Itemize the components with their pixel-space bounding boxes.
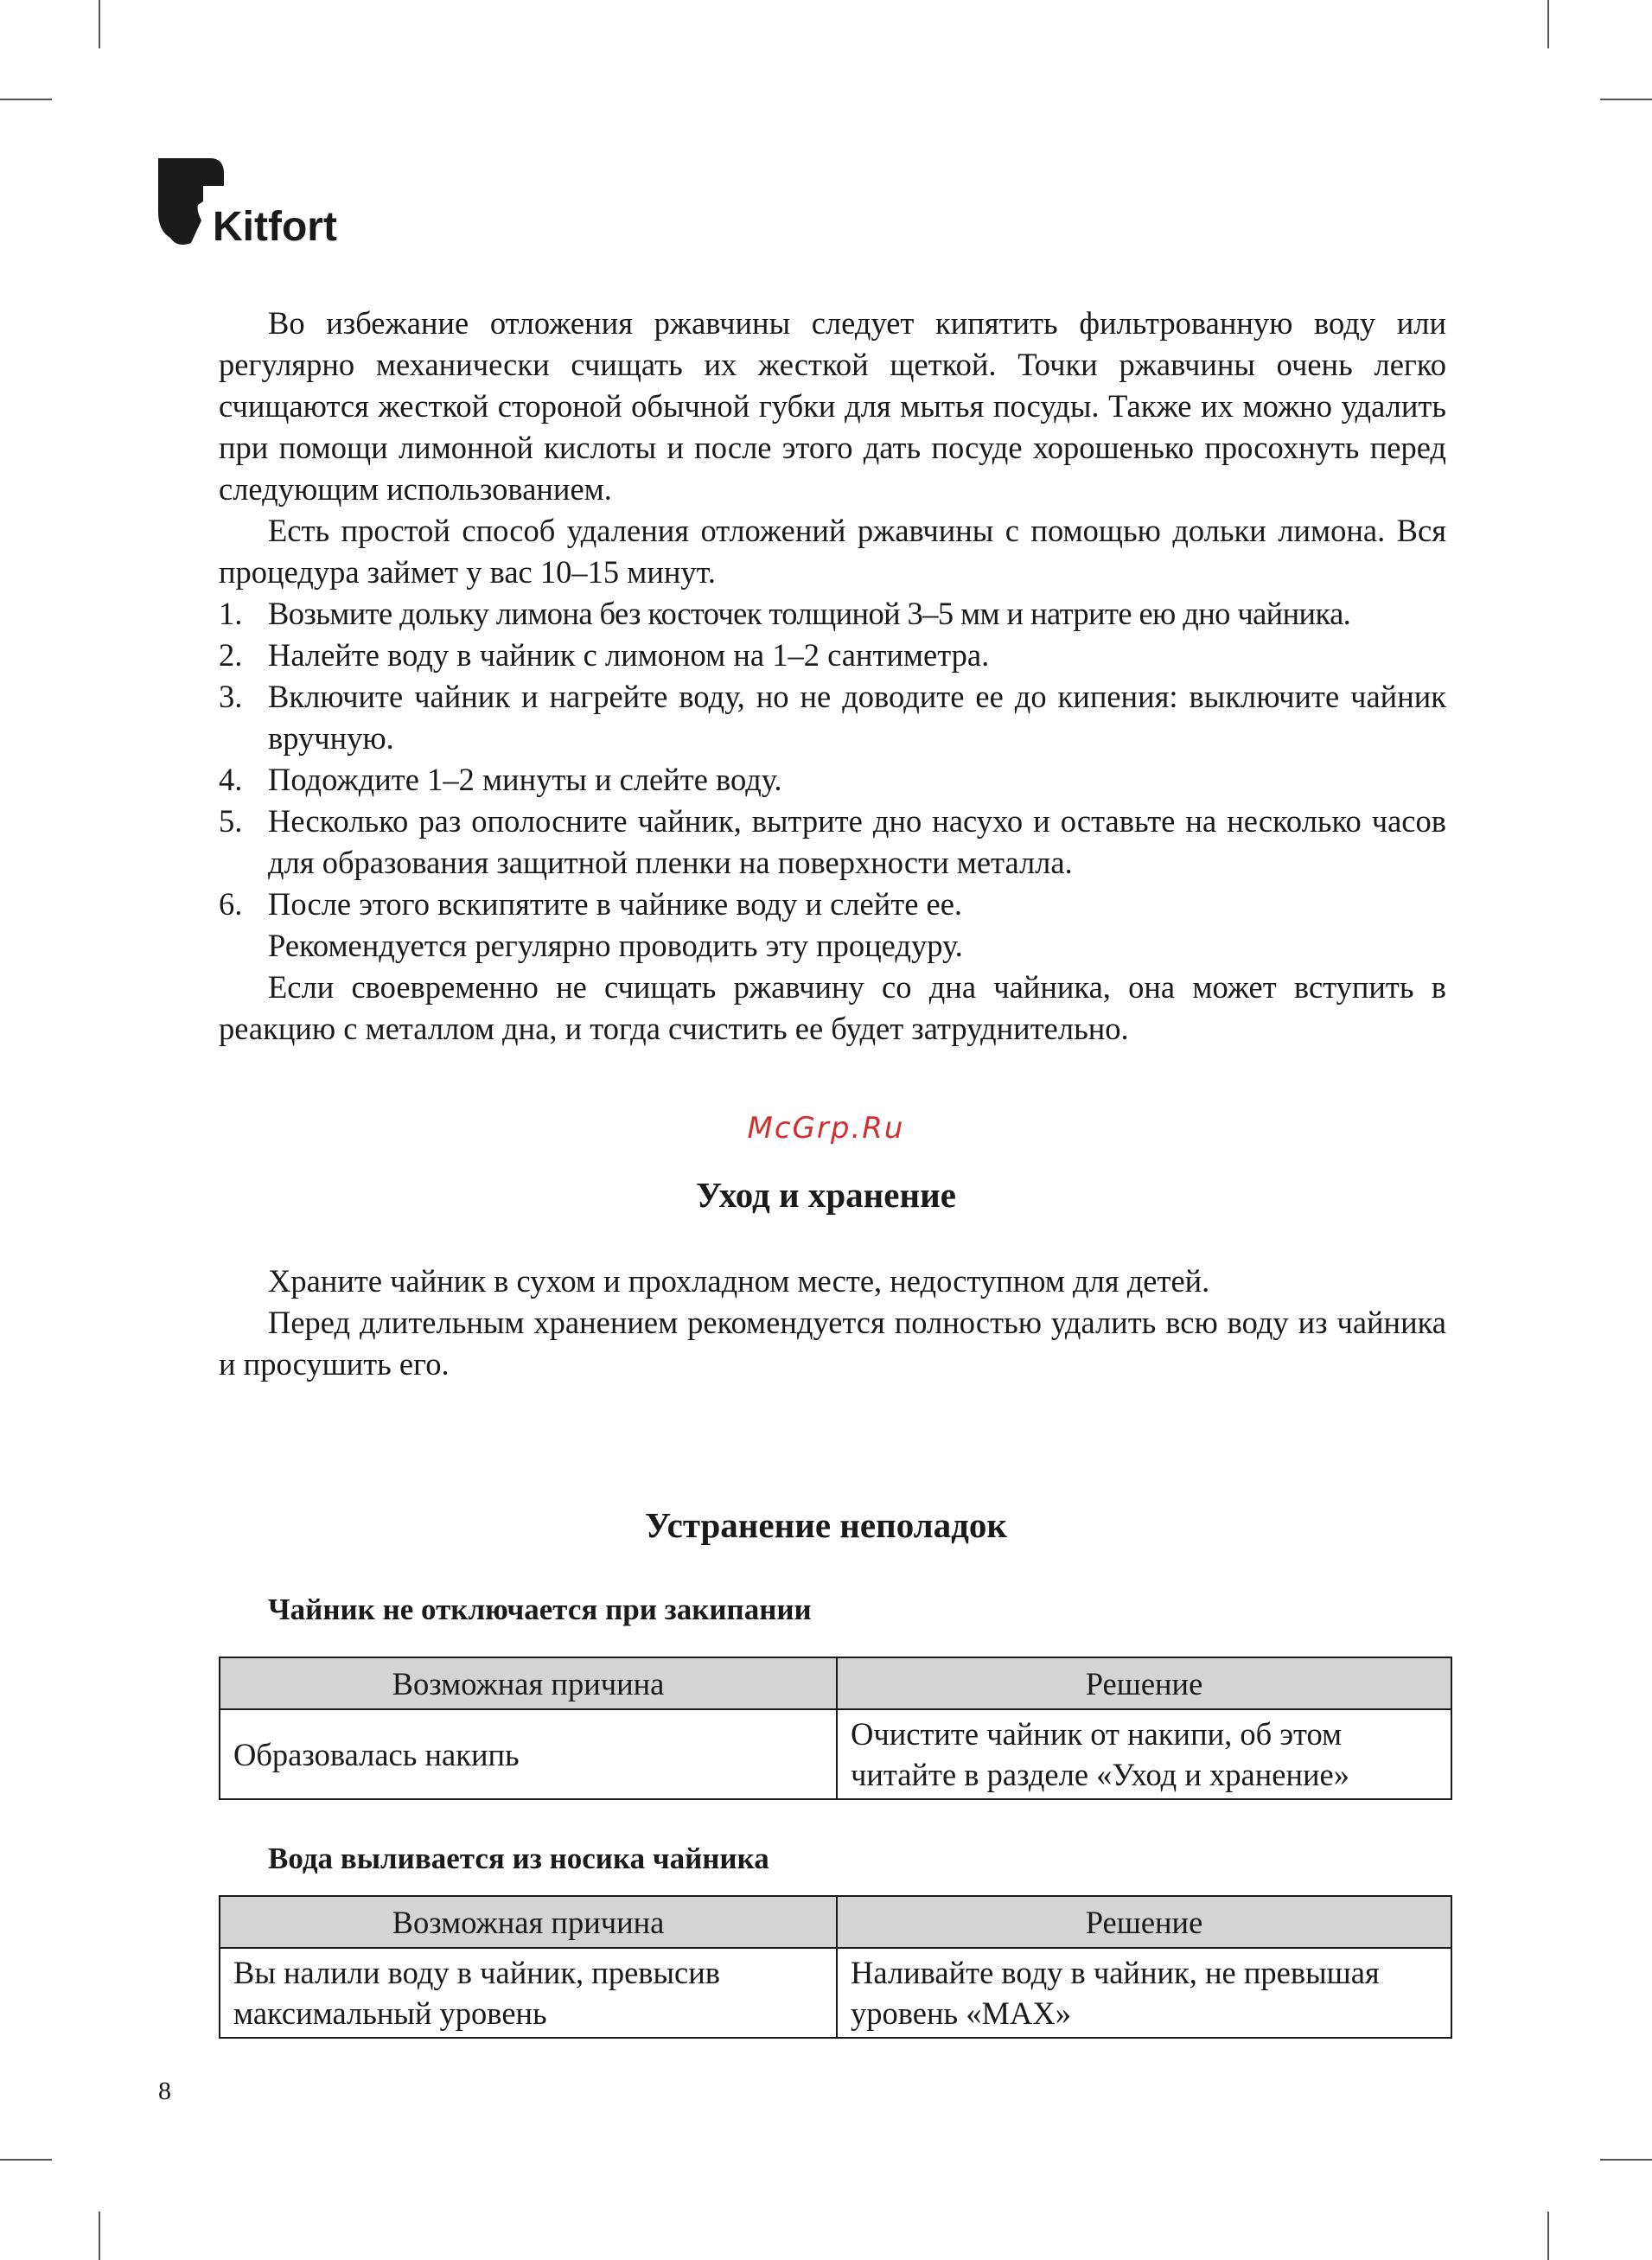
column-header: Решение (837, 1657, 1451, 1709)
brand-name: Kitfort (213, 204, 337, 250)
list-item-text: После этого вскипятите в чайнике воду и слейте ее. (268, 886, 963, 922)
table-row (220, 1709, 1451, 1799)
crop-mark (0, 99, 52, 100)
table-cell: Очистите чайник от накипи, об этом читайте в разделе «Уход и хранение» (837, 1709, 1451, 1799)
table-row (220, 1948, 1451, 2038)
list-item (219, 801, 1446, 884)
care-section (219, 1261, 1446, 1385)
paragraph: Если своевременно не счищать ржавчину со дна чайника, она может вступить в реакцию с металлом дна, и тогда счистить ее будет затруднительно. (219, 969, 1446, 1046)
paragraph: Рекомендуется регулярно проводить эту процедуру. (268, 928, 963, 963)
list-number: 4. (219, 762, 243, 797)
table-cell: Образовалась накипь (220, 1709, 837, 1799)
troubleshooting-table (219, 1895, 1452, 2039)
list-item-text: Несколько раз ополосните чайник, вытрите дно насухо и оставьте на несколько часов для образования защитной пленки на поверхности металла. (268, 803, 1446, 880)
paragraph: Есть простой способ удаления отложений ржавчины с помощью дольки лимона. Вся процедура займет у вас 10–15 минут. (219, 513, 1446, 590)
list-number: 1. (219, 596, 243, 631)
list-item (219, 593, 1446, 635)
crop-mark (99, 0, 100, 48)
crop-mark (1600, 2159, 1652, 2161)
list-item (219, 635, 1446, 676)
table-header-row (220, 1657, 1451, 1709)
care-heading: Уход и хранение (696, 1175, 956, 1215)
page-number: 8 (158, 2077, 171, 2105)
list-item-text: Подождите 1–2 минуты и слейте воду. (268, 762, 782, 797)
list-item (219, 759, 1446, 801)
table-subtitle: Чайник не отключается при закипании (268, 1593, 812, 1626)
kitfort-logo (158, 158, 366, 253)
paragraph: Во избежание отложения ржавчины следует кипятить фильтрованную воду или регулярно механически счищать их жесткой щеткой. Точки ржавчины очень легко счищаются жесткой стороной обычной губки для мытья посуды. Также их можно удалить при помощи лимонной кислоты и после этого дать посуде хорошенько просохнуть перед следующим использованием. (219, 305, 1446, 507)
watermark: McGrp.Ru (747, 1111, 905, 1146)
paragraph: Перед длительным хранением рекомендуется полностью удалить всю воду из чайника и просушить его. (219, 1305, 1446, 1382)
table-cell: Вы налили воду в чайник, превысив максимальный уровень (220, 1948, 837, 2038)
steps-list (219, 593, 1446, 925)
list-item-text: Налейте воду в чайник с лимоном на 1–2 сантиметра. (268, 637, 990, 673)
list-item-text: Возьмите дольку лимона без косточек толщиной 3–5 мм и натрите ею дно чайника. (268, 596, 1351, 631)
rust-removal-section (219, 303, 1446, 1050)
list-number: 6. (219, 886, 243, 922)
column-header: Решение (837, 1896, 1451, 1948)
crop-mark (1547, 0, 1549, 48)
column-header: Возможная причина (220, 1657, 837, 1709)
crop-mark (1600, 99, 1652, 100)
table-subtitle: Вода выливается из носика чайника (268, 1842, 769, 1875)
crop-mark (1547, 2212, 1549, 2260)
crop-mark (0, 2159, 52, 2161)
list-item (219, 884, 1446, 925)
table-cell: Наливайте воду в чайник, не превышая уровень «MAX» (837, 1948, 1451, 2038)
paragraph: Храните чайник в сухом и прохладном месте, недоступном для детей. (268, 1263, 1210, 1299)
list-item-text: Включите чайник и нагрейте воду, но не доводите ее до кипения: выключите чайник вручную. (268, 679, 1446, 756)
table-header-row (220, 1896, 1451, 1948)
list-item (219, 676, 1446, 759)
list-number: 3. (219, 679, 243, 714)
troubleshooting-table (219, 1657, 1452, 1800)
troubleshooting-heading: Устранение неполадок (644, 1505, 1008, 1545)
column-header: Возможная причина (220, 1896, 837, 1948)
crop-mark (99, 2212, 100, 2260)
list-number: 2. (219, 637, 243, 673)
list-number: 5. (219, 803, 243, 839)
